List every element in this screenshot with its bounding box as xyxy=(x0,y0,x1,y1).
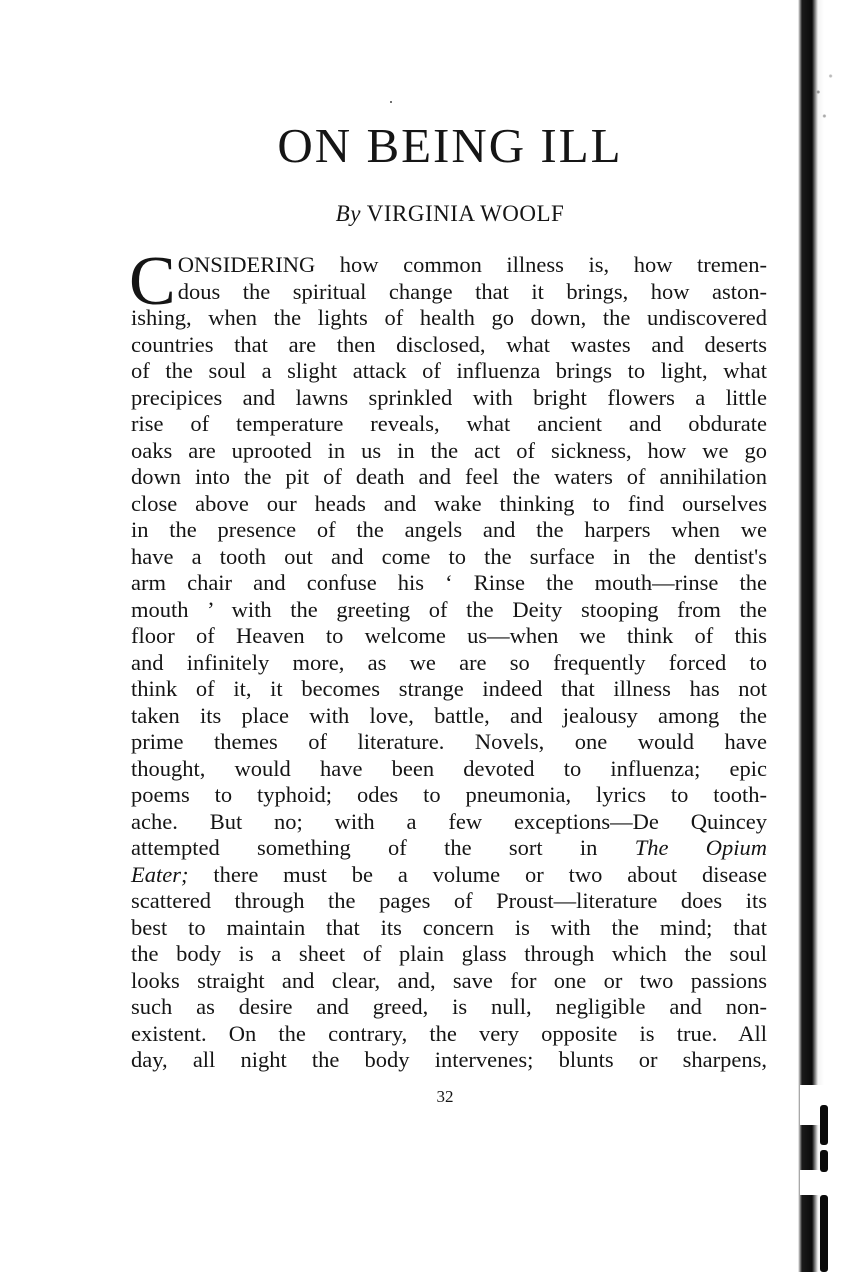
body-line: floor of Heaven to welcome us—when we think of this xyxy=(131,623,767,648)
italic-book-title: The Opium xyxy=(634,835,767,860)
body-line: precipices and lawns sprinkled with bright flowers a little xyxy=(131,384,767,410)
body-line: day, all night the body intervenes; blunts or sharpens, xyxy=(131,1047,767,1072)
body-line: mouth ’ with the greeting of the Deity stooping from the xyxy=(131,596,767,622)
body-line: the body is a sheet of plain glass through which the soul xyxy=(131,941,767,966)
body-line-with-italic xyxy=(131,835,767,862)
page-edge-mark xyxy=(820,1195,828,1272)
body-line: arm chair and confuse his ‘ Rinse the mouth—rinse the xyxy=(131,570,767,595)
body-line: close above our heads and wake thinking to find ourselves xyxy=(131,490,767,516)
body-line: taken its place with love, battle, and jealousy among the xyxy=(131,702,767,728)
body-line: down into the pit of death and feel the waters of annihilation xyxy=(131,464,767,489)
body-line: countries that are then disclosed, what wastes and deserts xyxy=(131,331,767,357)
body-line: think of it, it becomes strange indeed that illness has not xyxy=(131,676,767,701)
body-line: of the soul a slight attack of influenza brings to light, what xyxy=(131,358,767,383)
byline-by: By xyxy=(335,201,361,226)
page-binding-shadow xyxy=(794,0,843,1272)
body-line: rise of temperature reveals, what ancient and obdurate xyxy=(131,411,767,436)
body-line: dous the spiritual change that it brings, how aston- xyxy=(177,278,767,304)
body-line: ONSIDERING how common illness is, how tremen- xyxy=(177,252,767,277)
body-line-with-italic xyxy=(131,862,767,889)
body-line: ache. But no; with a few exceptions—De Quincey xyxy=(131,808,767,834)
article-body xyxy=(129,243,767,1074)
drop-cap: C xyxy=(129,243,176,320)
body-line: in the presence of the angels and the harpers when we xyxy=(131,517,767,542)
body-line: existent. On the contrary, the very opposite is true. All xyxy=(131,1020,767,1046)
page-edge-gap xyxy=(800,1170,830,1195)
body-line: thought, would have been devoted to influenza; epic xyxy=(131,755,767,781)
body-line: have a tooth out and come to the surface in the dentist's xyxy=(131,543,767,569)
body-line-text: attempted something of the sort in xyxy=(131,835,598,860)
body-line: best to maintain that its concern is with the mind; that xyxy=(131,914,767,940)
body-line: scattered through the pages of Proust—literature does its xyxy=(131,888,767,913)
stray-ink-dot xyxy=(390,101,392,103)
body-line: looks straight and clear, and, save for one or two passions xyxy=(131,967,767,993)
article-title: ON BEING ILL xyxy=(277,118,623,173)
body-line: and infinitely more, as we are so frequently forced to xyxy=(131,649,767,675)
body-line: ishing, when the lights of health go down, the undiscovered xyxy=(131,305,767,330)
body-line-text: there must be a volume or two about disease xyxy=(213,861,767,887)
body-line: prime themes of literature. Novels, one would have xyxy=(131,729,767,754)
italic-book-title-end: Eater; xyxy=(131,861,189,887)
byline-author: VIRGINIA WOOLF xyxy=(366,201,565,226)
body-line: oaks are uprooted in us in the act of sickness, how we go xyxy=(131,437,767,463)
byline xyxy=(0,199,843,229)
body-line: poems to typhoid; odes to pneumonia, lyrics to tooth- xyxy=(131,782,767,807)
body-line: such as desire and greed, is null, negligible and non- xyxy=(131,994,767,1019)
page-edge-mark xyxy=(820,1105,828,1145)
page-number: 32 xyxy=(436,1087,454,1106)
page-edge-mark xyxy=(820,1150,828,1172)
